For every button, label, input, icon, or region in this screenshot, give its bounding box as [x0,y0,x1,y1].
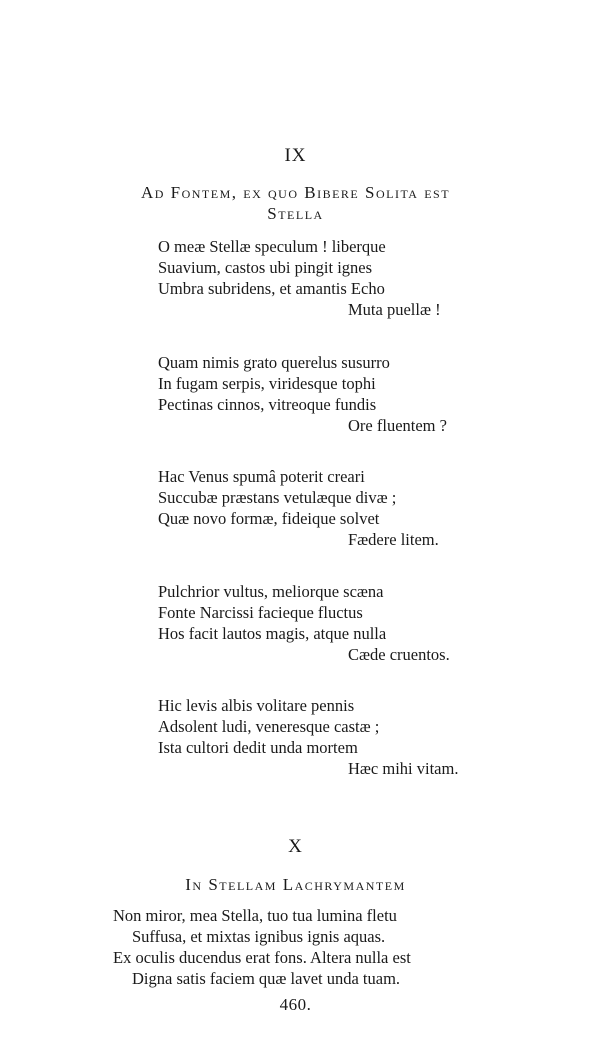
verse-line: Hac Venus spumâ poterit creari [158,467,365,486]
verse-line: In fugam serpis, viridesque tophi [158,374,376,393]
adonic-line: Ore fluentem ? [348,416,447,435]
verse-line: Suavium, castos ubi pingit ignes [158,258,373,277]
stanza-3 [158,466,498,550]
poem-ix-title-line-1: Ad Fontem, ex quo Bibere Solita est [140,183,451,202]
verse-line: Hic levis albis volitare pennis [158,696,355,715]
verse-line: O meæ Stellæ speculum ! liberque [158,237,386,256]
verse-line: Umbra subridens, et amantis Echo [158,279,385,298]
verse-line: Succubæ præstans vetulæque divæ ; [158,488,397,507]
hexameter-line: Ex oculis ducendus erat fons. Altera nulla est [113,948,411,967]
stanza-5 [158,695,498,779]
verse-line: Pectinas cinnos, vitreoque fundis [158,395,377,414]
stanza-4 [158,581,498,665]
verse-line: Quam nimis grato querelus susurro [158,353,390,372]
verse-line: Quæ novo formæ, fideique solvet [158,509,380,528]
hexameter-line: Non miror, mea Stella, tuo tua lumina fletu [113,906,397,925]
adonic-line: Cæde cruentos. [348,645,450,664]
poem-x-body [0,905,591,989]
poem-ix-title-line-2: Stella [267,204,324,223]
verse-line: Fonte Narcissi facieque fluctus [158,603,363,622]
poem-ix-title [0,182,591,224]
page-number: 460. [279,995,312,1014]
stanza-1 [158,236,498,320]
adonic-line: Muta puellæ ! [348,300,441,319]
pentameter-line: Digna satis faciem quæ lavet unda tuam. [132,969,401,988]
verse-line: Pulchrior vultus, meliorque scæna [158,582,384,601]
poem-x-numeral: X [288,836,303,857]
adonic-line: Hæc mihi vitam. [348,759,459,778]
stanza-2 [158,352,498,436]
poem-ix-numeral: IX [284,145,307,166]
adonic-line: Fædere litem. [348,530,439,549]
verse-line: Hos facit lautos magis, atque nulla [158,624,387,643]
verse-line: Adsolent ludi, veneresque castæ ; [158,717,380,736]
pentameter-line: Suffusa, et mixtas ignibus ignis aquas. [132,927,386,946]
poem-x-title: In Stellam Lachrymantem [185,875,406,894]
verse-line: Ista cultori dedit unda mortem [158,738,358,757]
